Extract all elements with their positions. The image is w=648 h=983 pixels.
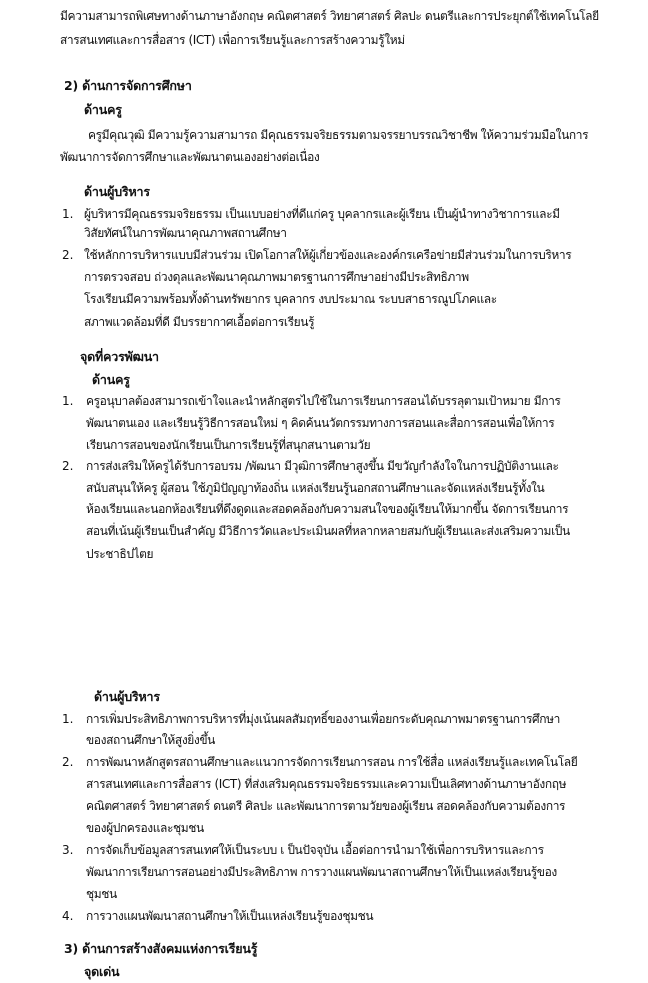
teacher-paragraph-line: พัฒนาการจัดการศึกษาและพัฒนาตนเองอย่างต่อเนื่อง: [60, 150, 320, 164]
list-item-line: สนับสนุนให้ครู ผู้สอน ใช้ภูมิปัญญาท้องถิ่น แหล่งเรียนรู้นอกสถานศึกษาและจัดแหล่งเรียนรู้ทั้งใน: [86, 481, 545, 495]
strengths-heading: จุดเด่น: [84, 964, 120, 979]
list-item-line: วิสัยทัศน์ในการพัฒนาคุณภาพสถานศึกษา: [84, 226, 287, 240]
list-item-line: สอนที่เน้นผู้เรียนเป็นสำคัญ มีวิธีการวัดและประเมินผลที่หลากหลายสมกับผู้เรียนและส่งเสริมความเป็น: [86, 524, 570, 538]
list-item-line: คณิตศาสตร์ วิทยาศาสตร์ ดนตรี ศิลปะ และพัฒนาการตามวัยของผู้เรียน สอดคล้องกับความต้องการ: [86, 799, 566, 813]
list-item-line: สภาพแวดล้อมที่ดี มีบรรยากาศเอื้อต่อการเรียนรู้: [84, 315, 315, 329]
list-item-line: โรงเรียนมีความพร้อมทั้งด้านทรัพยากร บุคลากร งบประมาณ ระบบสาธารณูปโภคและ: [84, 292, 497, 306]
section-heading: 3) ด้านการสร้างสังคมแห่งการเรียนรู้: [64, 941, 258, 956]
teacher-paragraph-line: ครูมีคุณวุฒิ มีความรู้ความสามารถ มีคุณธรรมจริยธรรมตามจรรยาบรรณวิชาชีพ ให้ความร่วมมือในการ: [88, 128, 589, 142]
teacher-heading: ด้านครู: [84, 102, 122, 117]
list-number: 1.: [62, 712, 74, 726]
list-item-line: ผู้บริหารมีคุณธรรมจริยธรรม เป็นแบบอย่างที่ดีแก่ครู บุคลากรและผู้เรียน เป็นผู้นำทางวิชาการและมี: [84, 207, 560, 221]
list-number: 4.: [62, 909, 74, 923]
list-item-line: ชุมชน: [86, 887, 117, 901]
improve-admin-heading: ด้านผู้บริหาร: [94, 689, 160, 704]
list-item-line: การส่งเสริมให้ครูได้รับการอบรม /พัฒนา มีวุฒิการศึกษาสูงขึ้น มีขวัญกำลังใจในการปฏิบัติงานและ: [86, 459, 559, 473]
list-number: 2.: [62, 248, 74, 262]
intro-line: สารสนเทศและการสื่อสาร (ICT) เพื่อการเรียนรู้และการสร้างความรู้ใหม่: [60, 33, 405, 47]
improve-heading: จุดที่ควรพัฒนา: [80, 349, 159, 364]
admin-heading: ด้านผู้บริหาร: [84, 184, 150, 199]
list-item-line: การวางแผนพัฒนาสถานศึกษาให้เป็นแหล่งเรียนรู้ของชุมชน: [86, 909, 374, 923]
list-number: 1.: [62, 207, 74, 221]
list-item-line: ครูอนุบาลต้องสามารถเข้าใจและนำหลักสูตรไปใช้ในการเรียนการสอนได้บรรลุตามเป้าหมาย มีการ: [86, 394, 561, 408]
list-number: 2.: [62, 755, 74, 769]
list-item-line: ของผู้ปกครองและชุมชน: [86, 821, 204, 835]
list-item-line: เรียนการสอนของนักเรียนเป็นการเรียนรู้ที่สนุกสนานตามวัย: [86, 438, 371, 452]
list-item-line: การจัดเก็บข้อมูลสารสนเทศให้เป็นระบบ เ ป็นปัจจุบัน เอื้อต่อการนำมาใช้เพื่อการบริหารและการ: [86, 843, 544, 857]
intro-line: มีความสามารถพิเศษทางด้านภาษาอังกฤษ คณิตศาสตร์ วิทยาศาสตร์ ศิลปะ ดนตรีและการประยุกต์ใช้เทคโนโลยี: [60, 9, 599, 23]
list-number: 2.: [62, 459, 74, 473]
improve-teacher-heading: ด้านครู: [92, 372, 130, 387]
list-number: 3.: [62, 843, 74, 857]
list-item-line: พัฒนาตนเอง และเรียนรู้วิธีการสอนใหม่ ๆ คิดค้นนวัตกรรมทางการสอนและสื่อการสอนเพื่อให้การ: [86, 416, 555, 430]
list-item-line: ประชาธิปไตย: [86, 547, 154, 561]
list-item-line: ห้องเรียนและนอกห้องเรียนที่ดึงดูดและสอดคล้องกับความสนใจของผู้เรียนให้มากขึ้น จัดการเรียนการ: [86, 502, 569, 516]
list-item-line: สารสนเทศและการสื่อสาร (ICT) ที่ส่งเสริมคุณธรรมจริยธรรมและความเป็นเลิศทางด้านภาษาอังกฤษ: [86, 777, 567, 791]
list-number: 1.: [62, 394, 74, 408]
list-item-line: ของสถานศึกษาให้สูงยิ่งขึ้น: [86, 733, 215, 747]
list-item-line: พัฒนาการเรียนการสอนอย่างมีประสิทธิภาพ การวางแผนพัฒนาสถานศึกษาให้เป็นแหล่งเรียนรู้ของ: [86, 865, 557, 879]
list-item-line: การพัฒนาหลักสูตรสถานศึกษาและแนวการจัดการเรียนการสอน การใช้สื่อ แหล่งเรียนรู้และเทคโนโลยี: [86, 755, 578, 769]
list-item-line: ใช้หลักการบริหารแบบมีส่วนร่วม เปิดโอกาสให้ผู้เกี่ยวข้องและองค์กรเครือข่ายมีส่วนร่วมในการบริหาร: [84, 248, 572, 262]
list-item-line: การเพิ่มประสิทธิภาพการบริหารที่มุ่งเน้นผลสัมฤทธิ์ของงานเพื่อยกระดับคุณภาพมาตรฐานการศึกษา: [86, 712, 560, 726]
list-item-line: การตรวจสอบ ถ่วงดุลและพัฒนาคุณภาพมาตรฐานการศึกษาอย่างมีประสิทธิภาพ: [84, 270, 469, 284]
section-heading: 2) ด้านการจัดการศึกษา: [64, 78, 192, 93]
